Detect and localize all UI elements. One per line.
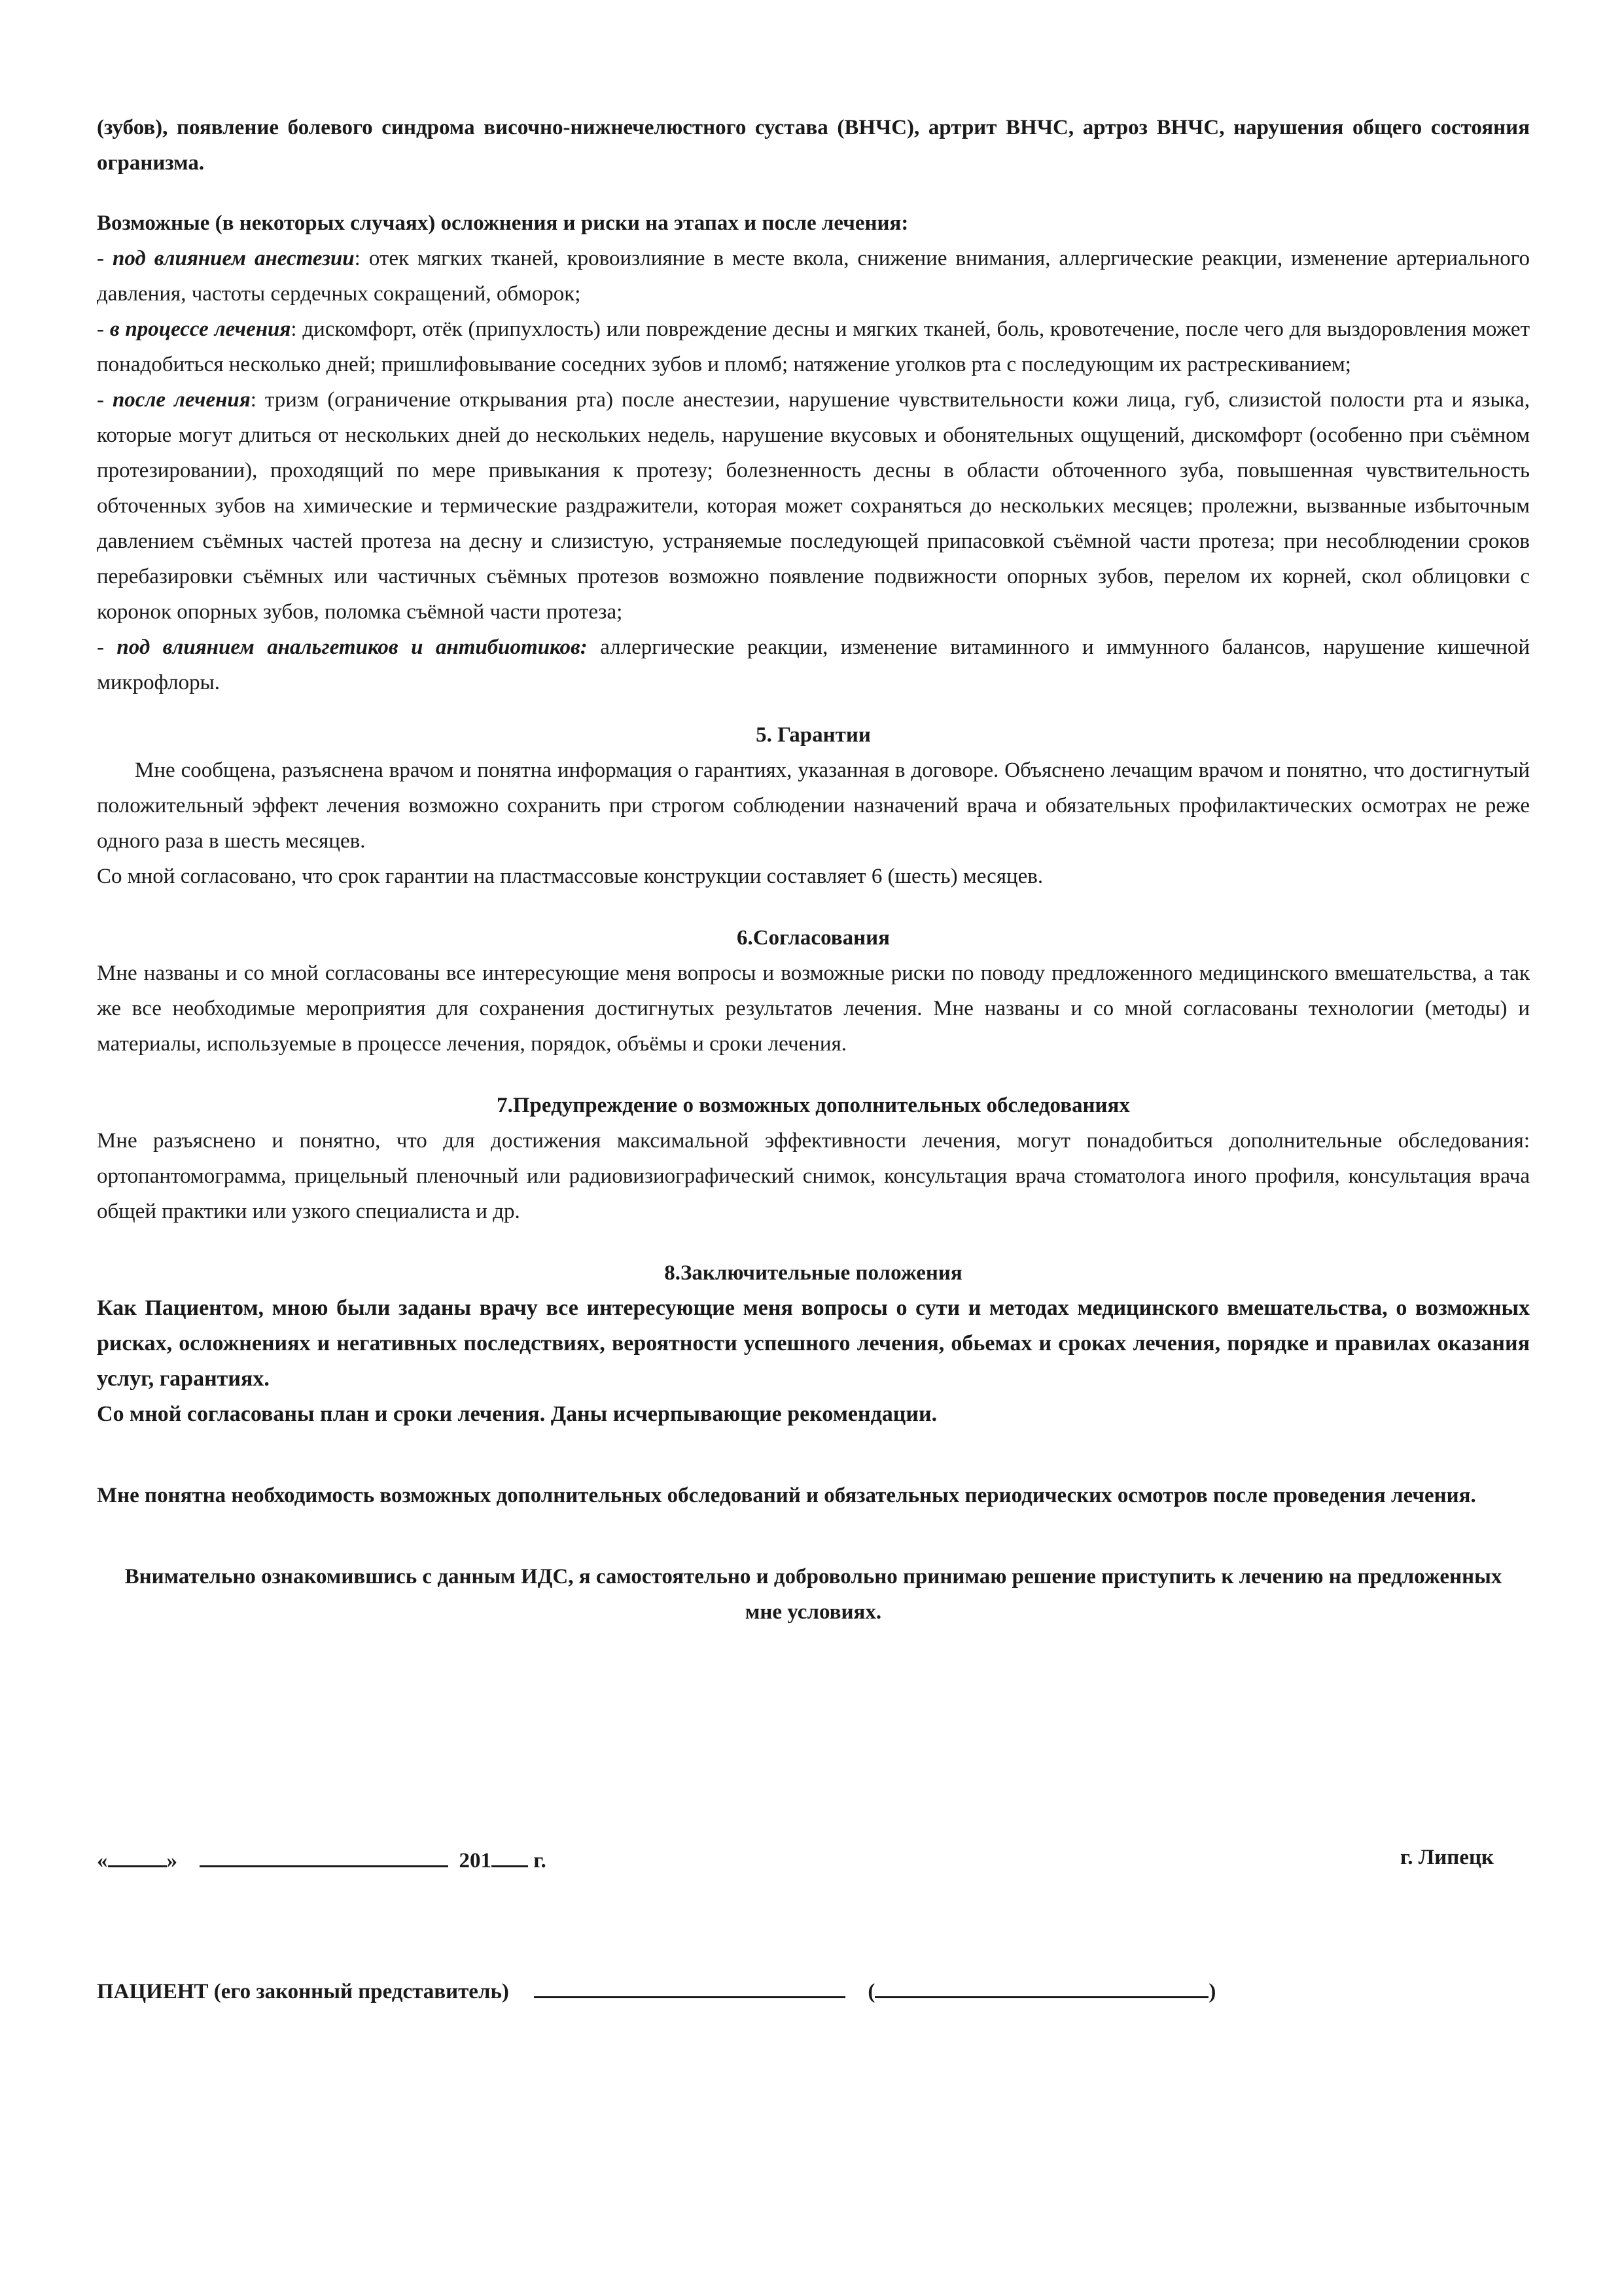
section6-paragraph: Мне названы и со мной согласованы все интересующие меня вопросы и возможные риски по поводу предложенного медицинского вмешательства, а так же все необходимые мероприятия для сохранения достигнутых результатов лечения. Мне названы и со мной согласованы технологии (методы) и материалы, используемые в процессе лечения, порядок, объёмы и сроки лечения. xyxy=(97,961,1530,1056)
intro-paragraph: (зубов), появление болевого синдрома височно-нижнечелюстного сустава (ВНЧС), артрит ВНЧС, артроз ВНЧС, нарушения общего состояния огранизма. xyxy=(97,116,1530,175)
consent-statement: Внимательно ознакомившись с данным ИДС, я самостоятельно и добровольно принимаю решение приступить к лечению на предложенных мне условиях. xyxy=(124,1565,1502,1624)
patient-label: ПАЦИЕНТ (его законный представитель) xyxy=(97,1980,509,2003)
date-line xyxy=(97,1846,1530,1873)
section7-paragraph: Мне разъяснено и понятно, что для достижения максимальной эффективности лечения, могут понадобиться дополнительные обследования: ортопантомограмма, прицельный пленочный или радиовизиографический снимок, консультация врача стоматолога иного профиля, консультация врача общей практики или узкого специалиста и др. xyxy=(97,1129,1530,1223)
signature-blank[interactable] xyxy=(534,1977,845,1998)
section5-paragraph: Со мной согласовано, что срок гарантии на пластмассовые конструкции составляет 6 (шесть) месяцев. xyxy=(97,865,1044,888)
year-blank[interactable] xyxy=(491,1846,528,1867)
item-sep: : xyxy=(250,388,265,412)
complication-item xyxy=(97,630,1530,700)
complication-text: отек мягких тканей, кровоизлияние в месте вкола, снижение внимания, аллергические реакции, изменение артериального давления, частоты сердечных сокращений, обморок; xyxy=(97,247,1530,306)
section8-paragraph: Мне понятна необходимость возможных дополнительных обследований и обязательных периодических осмотров после проведения лечения. xyxy=(97,1484,1476,1507)
item-dash: - xyxy=(97,317,110,341)
section8-title: 8.Заключительные положения xyxy=(664,1261,962,1285)
item-dash: - xyxy=(97,388,113,412)
item-sep xyxy=(588,636,600,659)
year-prefix: 201 xyxy=(459,1849,491,1873)
city: г. Липецк xyxy=(1400,1846,1494,1869)
quote-close: » xyxy=(166,1849,177,1873)
section8-paragraph: Как Пациентом, мною были заданы врачу все интересующие меня вопросы о сути и методах медицинского вмешательства, о возможных рисках, осложнениях и негативных последствиях, вероятности успешного лечения, обьемах и сроках лечения, порядке и правилах оказания услуг, гарантиях. xyxy=(97,1296,1530,1391)
document-body xyxy=(97,110,1530,1630)
quote-open: « xyxy=(97,1849,108,1873)
complication-label: под влиянием анальгетиков и антибиотиков: xyxy=(116,636,588,659)
section5-title: 5. Гарантии xyxy=(756,723,871,747)
section8-paragraph: Со мной согласованы план и сроки лечения. Даны исчерпывающие рекомендации. xyxy=(97,1402,938,1426)
complications-heading: Возможные (в некоторых случаях) осложнения и риски на этапах и после лечения: xyxy=(97,211,909,235)
complication-item xyxy=(97,312,1530,382)
item-dash: - xyxy=(97,636,117,659)
patient-signature-line xyxy=(97,1977,1530,2004)
section6-title: 6.Согласования xyxy=(737,926,890,950)
paren-open: ( xyxy=(868,1980,875,2003)
complication-item xyxy=(97,241,1530,312)
complication-text: аллергические реакции, изменение витаминного и иммунного балансов, нарушение кишечной микрофлоры. xyxy=(97,636,1530,694)
complication-text: тризм (ограничение открывания рта) после анестезии, нарушение чувствительности кожи лица, губ, слизистой полости рта и языка, которые могут длиться от нескольких дней до нескольких недель, нарушение вкусовых и обонятельных ощущений, дискомфорт (особенно при съёмном протезировании), проходящий по мере привыкания к протезу; болезненность десны в области обточенного зуба, повышенная чувствительность обточенных зубов на химические и термические раздражители, которая может сохраняться до нескольких месяцев; пролежни, вызванные избыточным давлением съёмных частей протеза на десну и слизистую, устраняемые последующей припасовкой съёмной части протеза; при несоблюдении сроков перебазировки съёмных или частичных съёмных протезов возможно появление подвижности опорных зубов, перелом их корней, скол облицовки с коронок опорных зубов, поломка съёмной части протеза; xyxy=(97,388,1530,624)
item-sep: : xyxy=(291,317,303,341)
section7-title: 7.Предупреждение о возможных дополнительных обследованиях xyxy=(497,1094,1130,1117)
paren-close: ) xyxy=(1209,1980,1216,2003)
complication-text: дискомфорт, отёк (припухлость) или повреждение десны и мягких тканей, боль, кровотечение, после чего для выздоровления может понадобиться несколько дней; пришлифовывание соседних зубов и пломб; натяжение уголков рта с последующим их растрескиванием; xyxy=(97,317,1530,376)
section5-paragraph: Мне сообщена, разъяснена врачом и понятна информация о гарантиях, указанная в договоре. Объяснено лечащим врачом и понятно, что достигнутый положительный эффект лечения возможно сохранить при строгом соблюдении назначений врача и обязательных профилактических осмотрах не реже одного раза в шесть месяцев. xyxy=(97,759,1530,853)
complication-label: под влиянием анестезии xyxy=(113,247,355,270)
complication-label: после лечения xyxy=(112,388,251,412)
year-suffix: г. xyxy=(533,1849,546,1873)
month-blank[interactable] xyxy=(200,1846,448,1867)
day-blank[interactable] xyxy=(108,1846,167,1867)
name-blank[interactable] xyxy=(875,1977,1209,1998)
item-sep: : xyxy=(354,247,369,270)
complication-label: в процессе лечения xyxy=(109,317,291,341)
complication-item xyxy=(97,382,1530,630)
item-dash: - xyxy=(97,247,113,270)
